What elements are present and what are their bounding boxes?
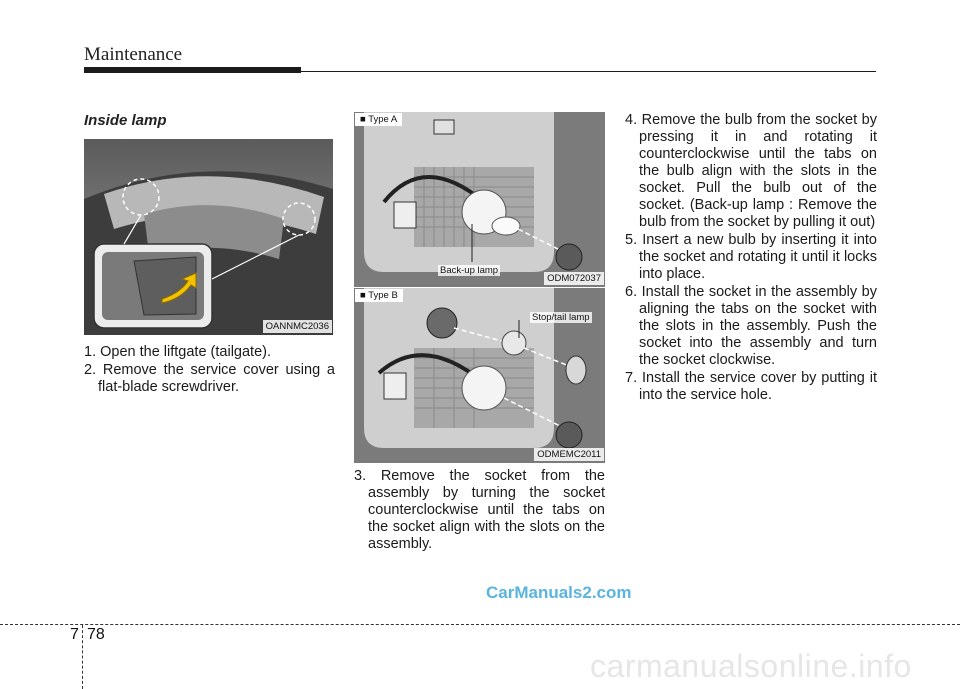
type-a-illustration <box>354 112 605 287</box>
stop-tail-lamp-label: Stop/tail lamp <box>532 312 590 323</box>
site-watermark: carmanualsonline.info <box>590 648 912 684</box>
step-1: 1. Open the liftgate (tailgate). <box>84 344 271 360</box>
step-4: 4. Remove the bulb from the socket by pressing it in and rotating it counterclockwise until the tabs on the bulb align with the slots in the socket. Pull the bulb out of the socket. (Back-up lamp : Remove the bulb from the socket by pulling it out) <box>625 112 877 230</box>
type-a-photo <box>354 112 605 287</box>
figure-code: ODM072037 <box>544 272 604 285</box>
liftgate-photo <box>84 139 333 335</box>
steps-left <box>84 344 335 397</box>
step-5: 5. Insert a new bulb by inserting it into the socket and rotating it until it locks into place. <box>625 232 877 282</box>
type-b-photo <box>354 288 605 463</box>
steps-middle <box>354 468 605 554</box>
footer-divider <box>82 625 83 689</box>
page-number: 78 <box>87 626 105 643</box>
footer-rule <box>0 624 960 625</box>
header-accent-bar <box>84 67 301 73</box>
back-up-lamp-label: Back-up lamp <box>440 265 499 276</box>
page-header-title: Maintenance <box>84 44 183 65</box>
steps-right <box>625 112 877 405</box>
figure-code: ODMEMC2011 <box>534 448 604 461</box>
figure-code: OANNMC2036 <box>263 320 332 333</box>
section-title: Inside lamp <box>84 112 167 129</box>
type-a-label: ■ Type A <box>355 113 402 126</box>
liftgate-illustration <box>84 139 333 335</box>
chapter-number: 7 <box>70 626 79 643</box>
step-7: 7. Install the service cover by putting it into the service hole. <box>625 370 877 403</box>
carmanuals-watermark-link[interactable]: CarManuals2.com <box>486 583 632 602</box>
type-b-label: ■ Type B <box>355 289 403 302</box>
step-2: 2. Remove the service cover using a flat-blade screwdriver. <box>84 362 335 395</box>
header-rule <box>301 71 876 72</box>
step-6: 6. Install the socket in the assembly by aligning the tabs on the socket with the slots in the assembly. Push the socket into the assembly and turn the socket clockwise. <box>625 284 877 368</box>
step-3: 3. Remove the socket from the assembly by turning the socket counterclockwise until the tabs on the socket align with the slots on the assembly. <box>354 468 605 552</box>
